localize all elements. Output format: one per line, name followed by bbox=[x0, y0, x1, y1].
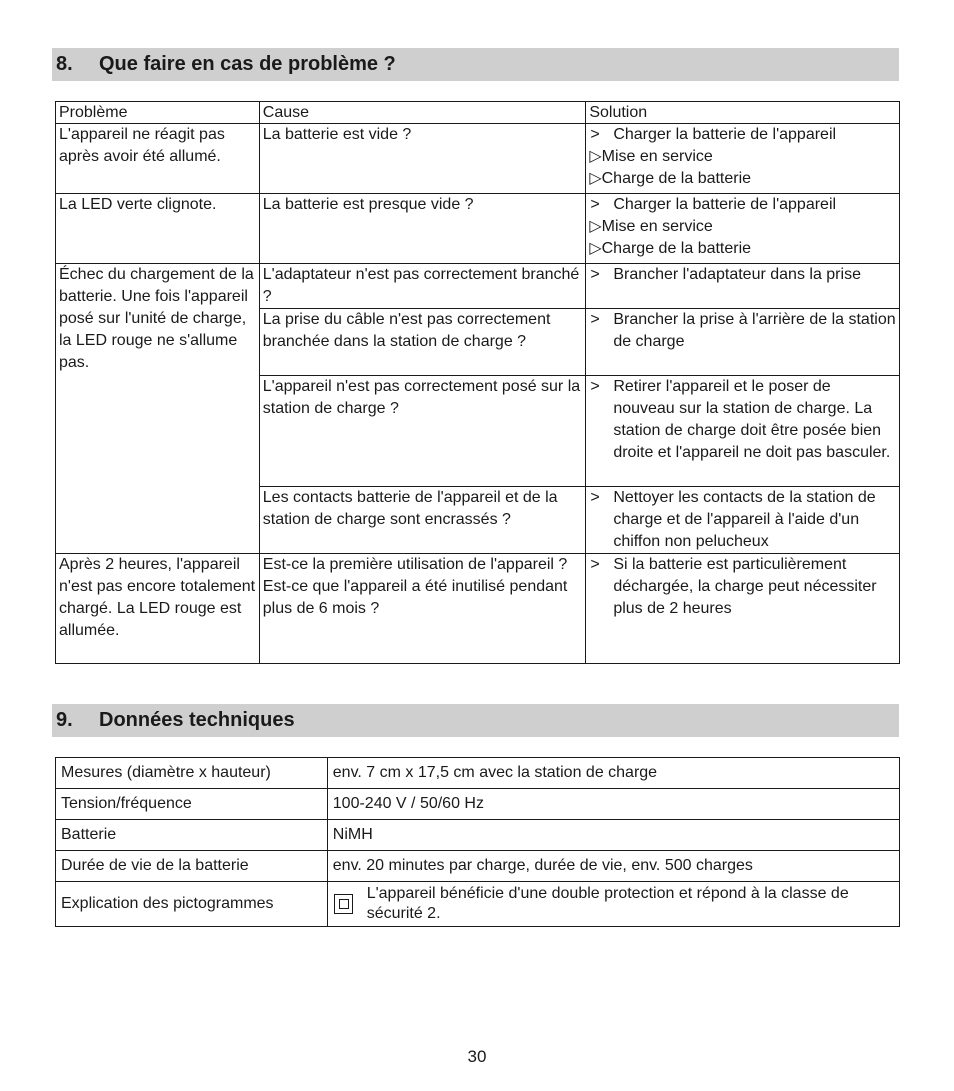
ref-text: Charge de la batterie bbox=[601, 240, 752, 257]
solution-cell bbox=[586, 554, 900, 664]
table-row bbox=[56, 820, 900, 851]
section-number: 9. bbox=[56, 709, 73, 731]
tech-label: Explication des pictogrammes bbox=[56, 882, 328, 927]
problem-cell: Échec du chargement de la batterie. Une fois l'appareil posé sur l'unité de charge, la LED rouge ne s'allume pas. bbox=[56, 264, 260, 554]
tech-label: Tension/fréquence bbox=[56, 789, 328, 820]
section-title: Que faire en cas de problème ? bbox=[99, 53, 396, 75]
bullet-marker: > bbox=[590, 311, 600, 328]
ref-text: Mise en service bbox=[601, 148, 713, 165]
section-title: Données techniques bbox=[99, 709, 295, 731]
problem-cell: L'appareil ne réagit pas après avoir été allumé. bbox=[56, 124, 260, 194]
triangle-right-icon: ▷ bbox=[589, 218, 602, 235]
tech-value: env. 20 minutes par charge, durée de vie, env. 500 charges bbox=[327, 851, 899, 882]
problem-cell: Après 2 heures, l'appareil n'est pas encore totalement chargé. La LED rouge est allumée. bbox=[56, 554, 260, 664]
tech-value-cell bbox=[327, 882, 899, 927]
header-solution: Solution bbox=[586, 102, 900, 124]
cause-text: Est-ce la première utilisation de l'appareil ? bbox=[262, 556, 568, 573]
tech-value: L'appareil bénéficie d'une double protection et répond à la classe de sécurité 2. bbox=[366, 885, 849, 922]
bullet-marker: > bbox=[590, 489, 600, 506]
cause-cell: La prise du câble n'est pas correctement branchée dans la station de charge ? bbox=[259, 309, 586, 376]
tech-label: Batterie bbox=[56, 820, 328, 851]
page-number: 30 bbox=[467, 1047, 487, 1066]
solution-text: Charger la batterie de l'appareil bbox=[613, 126, 837, 143]
solution-text: Retirer l'appareil et le poser de nouveau sur la station de charge. La station de charge doit être posée bien droite et l'appareil ne doit pas basculer. bbox=[613, 378, 891, 461]
bullet-marker: > bbox=[590, 126, 600, 143]
table-row bbox=[56, 882, 900, 927]
solution-cell bbox=[586, 376, 900, 487]
solution-text: Si la batterie est particulièrement déchargée, la charge peut nécessiter plus de 2 heures bbox=[613, 556, 877, 617]
solution-cell bbox=[586, 194, 900, 264]
triangle-right-icon: ▷ bbox=[589, 148, 602, 165]
ref-text: Charge de la batterie bbox=[601, 170, 752, 187]
troubleshooting-table bbox=[55, 101, 900, 664]
tech-label: Durée de vie de la batterie bbox=[56, 851, 328, 882]
cause-cell: L'adaptateur n'est pas correctement branché ? bbox=[259, 264, 586, 309]
ref-item bbox=[589, 168, 896, 190]
tech-value: 100-240 V / 50/60 Hz bbox=[327, 789, 899, 820]
solution-cell bbox=[586, 487, 900, 554]
triangle-right-icon: ▷ bbox=[589, 240, 602, 257]
table-row bbox=[56, 194, 900, 264]
bullet-marker: > bbox=[590, 556, 600, 573]
solution-cell bbox=[586, 124, 900, 194]
bullet-marker: > bbox=[590, 196, 600, 213]
solution-cell bbox=[586, 264, 900, 309]
table-row bbox=[56, 124, 900, 194]
cause-text: Est-ce que l'appareil a été inutilisé pendant plus de 6 mois ? bbox=[262, 578, 568, 617]
tech-value: NiMH bbox=[327, 820, 899, 851]
tech-data-table bbox=[55, 757, 900, 927]
table-row bbox=[56, 264, 900, 309]
solution-text: Brancher l'adaptateur dans la prise bbox=[613, 266, 861, 283]
solution-text: Brancher la prise à l'arrière de la station de charge bbox=[613, 311, 896, 350]
cause-cell: Les contacts batterie de l'appareil et de la station de charge sont encrassés ? bbox=[259, 487, 586, 554]
cause-cell: L'appareil n'est pas correctement posé sur la station de charge ? bbox=[259, 376, 586, 487]
tech-label: Mesures (diamètre x hauteur) bbox=[56, 758, 328, 789]
solution-text: Charger la batterie de l'appareil bbox=[613, 196, 837, 213]
table-row bbox=[56, 851, 900, 882]
tech-value: env. 7 cm x 17,5 cm avec la station de charge bbox=[327, 758, 899, 789]
header-problem: Problème bbox=[56, 102, 260, 124]
table-row bbox=[56, 789, 900, 820]
ref-item bbox=[589, 216, 896, 238]
ref-item bbox=[589, 146, 896, 168]
cause-cell bbox=[259, 554, 586, 664]
bullet-marker: > bbox=[590, 378, 600, 395]
ref-item bbox=[589, 238, 896, 260]
solution-cell bbox=[586, 309, 900, 376]
table-header-row bbox=[56, 102, 900, 124]
double-insulation-icon bbox=[334, 894, 353, 914]
solution-text: Nettoyer les contacts de la station de charge et de l'appareil à l'aide d'un chiffon non pelucheux bbox=[613, 489, 876, 550]
table-row bbox=[56, 758, 900, 789]
table-row bbox=[56, 554, 900, 664]
section-8-header bbox=[52, 48, 899, 81]
bullet-marker: > bbox=[590, 266, 600, 283]
header-cause: Cause bbox=[259, 102, 586, 124]
section-number: 8. bbox=[56, 53, 73, 75]
problem-cell: La LED verte clignote. bbox=[56, 194, 260, 264]
triangle-right-icon: ▷ bbox=[589, 170, 602, 187]
cause-cell: La batterie est presque vide ? bbox=[259, 194, 586, 264]
cause-cell: La batterie est vide ? bbox=[259, 124, 586, 194]
ref-text: Mise en service bbox=[601, 218, 713, 235]
section-9-header bbox=[52, 704, 899, 737]
